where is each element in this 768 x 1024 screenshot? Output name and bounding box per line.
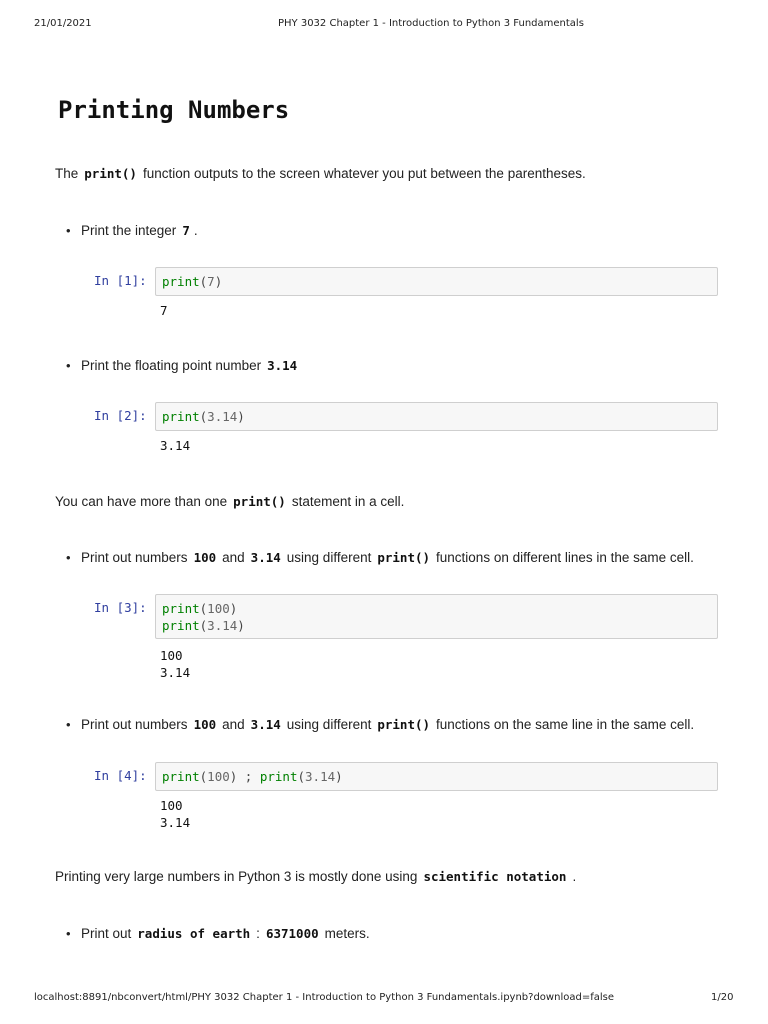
- scientific-notation-paragraph: [55, 868, 576, 886]
- bullet-text: and: [222, 717, 245, 732]
- inline-code-radius-of-earth: radius of earth: [137, 926, 251, 941]
- bullet-icon: •: [66, 717, 71, 732]
- code-builtin-print: print: [162, 769, 200, 784]
- bullet-text: Print out: [81, 926, 132, 941]
- bullet-print-integer: [81, 222, 198, 240]
- inline-code-print: print(): [377, 717, 431, 732]
- cell-output: 3.14: [160, 438, 191, 453]
- footer-url: localhost:8891/nbconvert/html/PHY 3032 Chapter 1 - Introduction to Python 3 Fundamentals.ipynb?download=false: [34, 992, 614, 1003]
- code-number: 3.14: [207, 409, 238, 424]
- inline-code-314: 3.14: [250, 550, 281, 565]
- paragraph-text-post: .: [572, 869, 577, 884]
- code-input[interactable]: print(100) print(3.14): [162, 601, 245, 633]
- inline-code-100: 100: [193, 550, 217, 565]
- inline-code-7: 7: [182, 223, 190, 238]
- print-date: 21/01/2021: [34, 18, 92, 29]
- code-input[interactable]: print(3.14): [162, 409, 245, 424]
- bullet-icon: •: [66, 926, 71, 941]
- code-cell-1[interactable]: [155, 267, 718, 296]
- inline-code-print: print(): [233, 494, 286, 509]
- code-input[interactable]: print(7): [162, 274, 223, 289]
- bullet-text: Print the integer: [81, 223, 177, 238]
- bullet-text: :: [256, 926, 260, 941]
- code-input[interactable]: print(100) ; print(3.14): [162, 769, 343, 784]
- cell-prompt: In [1]:: [94, 273, 147, 288]
- code-builtin-print: print: [259, 769, 298, 784]
- code-cell-3[interactable]: [155, 594, 718, 639]
- inline-code-6371000: 6371000: [265, 926, 319, 941]
- output-line: 3.14: [160, 815, 191, 830]
- paragraph-text-pre: You can have more than one: [55, 494, 228, 509]
- bullet-text: functions on the same line in the same cell.: [436, 717, 695, 732]
- page-number: 1/20: [711, 992, 734, 1003]
- inline-code-print: print(): [377, 550, 431, 565]
- bullet-text: meters.: [324, 926, 370, 941]
- code-number: 3.14: [207, 618, 238, 633]
- cell-output: [160, 647, 190, 681]
- cell-prompt: In [2]:: [94, 408, 147, 423]
- output-line: 100: [160, 648, 183, 663]
- cell-output: 7: [160, 303, 168, 318]
- output-line: 100: [160, 798, 183, 813]
- section-title: Printing Numbers: [58, 96, 290, 124]
- code-builtin-print: print: [162, 618, 200, 633]
- bullet-radius-of-earth: [81, 925, 370, 943]
- bullet-text: Print the floating point number: [81, 358, 262, 373]
- code-cell-4[interactable]: [155, 762, 718, 791]
- bullet-text: and: [222, 550, 245, 565]
- bullet-text: using different: [286, 550, 372, 565]
- intro-text-post: function outputs to the screen whatever you put between the parentheses.: [142, 166, 586, 181]
- bullet-text: functions on different lines in the same cell.: [436, 550, 694, 565]
- code-separator: ;: [237, 769, 260, 784]
- code-number: 7: [207, 274, 215, 289]
- bullet-icon: •: [66, 223, 71, 238]
- document-header-title: PHY 3032 Chapter 1 - Introduction to Python 3 Fundamentals: [278, 18, 584, 29]
- bullet-same-line: [81, 716, 694, 734]
- cell-prompt: In [4]:: [94, 768, 147, 783]
- inline-code-scientific-notation: scientific notation: [423, 869, 567, 884]
- bullet-icon: •: [66, 358, 71, 373]
- multi-print-paragraph: [55, 493, 404, 511]
- bullet-text: Print out numbers: [81, 550, 188, 565]
- bullet-print-float: [81, 357, 297, 375]
- intro-text-pre: The: [55, 166, 79, 181]
- output-line: 3.14: [160, 665, 191, 680]
- code-number: 3.14: [305, 769, 336, 784]
- cell-output: [160, 797, 190, 831]
- inline-code-100: 100: [193, 717, 217, 732]
- inline-code-314: 3.14: [267, 358, 298, 373]
- paragraph-text-post: statement in a cell.: [291, 494, 405, 509]
- code-builtin-print: print: [162, 409, 200, 424]
- bullet-text: using different: [286, 717, 372, 732]
- code-cell-2[interactable]: [155, 402, 718, 431]
- code-number: 100: [207, 769, 230, 784]
- intro-paragraph: [55, 165, 586, 183]
- bullet-text: Print out numbers: [81, 717, 188, 732]
- bullet-icon: •: [66, 550, 71, 565]
- code-builtin-print: print: [162, 601, 200, 616]
- code-builtin-print: print: [162, 274, 200, 289]
- code-number: 100: [207, 601, 230, 616]
- inline-code-print: print(): [84, 166, 137, 181]
- inline-code-314: 3.14: [250, 717, 281, 732]
- paragraph-text-pre: Printing very large numbers in Python 3 is mostly done using: [55, 869, 418, 884]
- bullet-different-lines: [81, 549, 694, 567]
- cell-prompt: In [3]:: [94, 600, 147, 615]
- bullet-text-post: .: [193, 223, 198, 238]
